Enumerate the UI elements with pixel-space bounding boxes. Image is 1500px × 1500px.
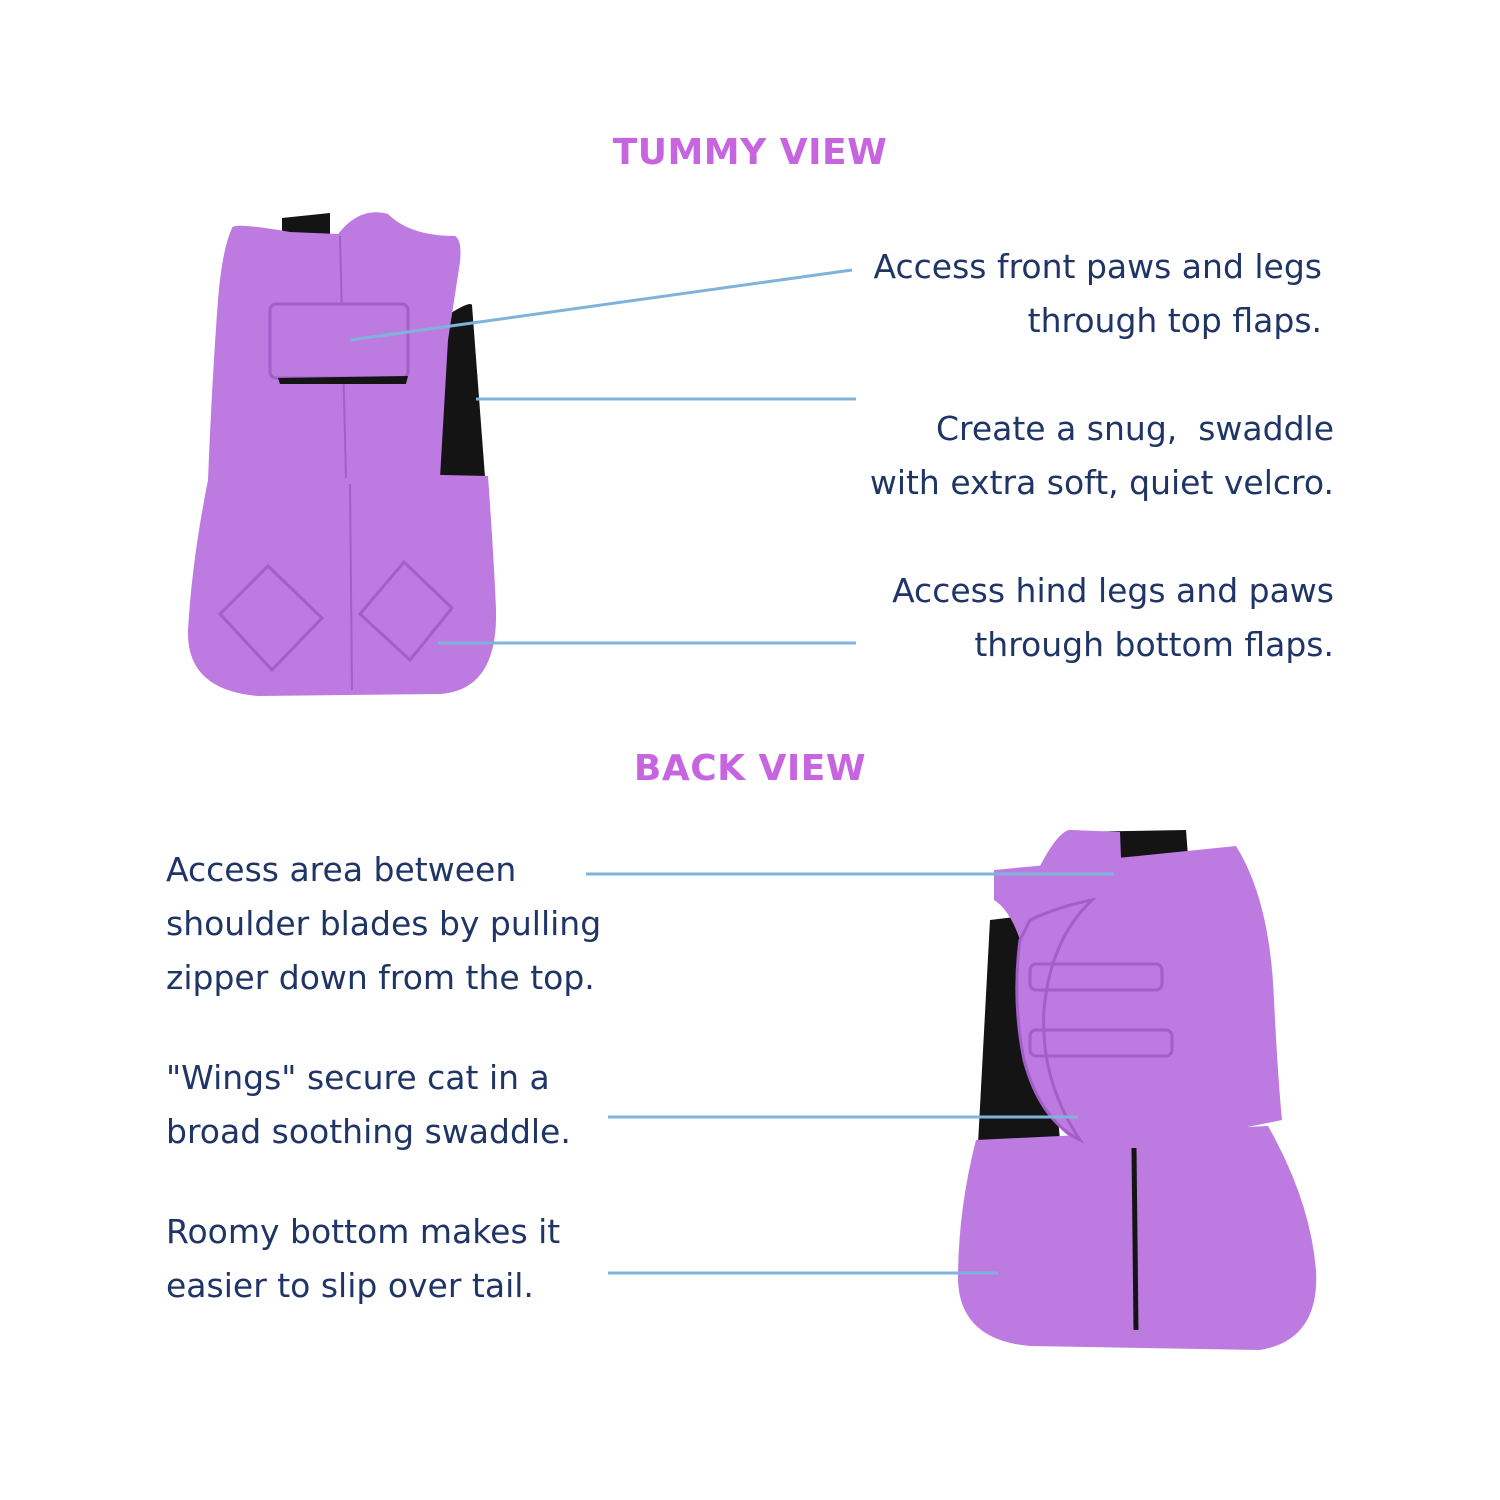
callout-hind-legs <box>892 564 1334 672</box>
callout-wings-line1: "Wings" secure cat in a <box>166 1058 550 1097</box>
callout-shoulder-blades-line2: shoulder blades by pulling <box>166 904 602 943</box>
tummy-lower-body <box>188 470 496 696</box>
callout-front-paws-line1: Access front paws and legs <box>873 247 1322 286</box>
tummy-view-heading: TUMMY VIEW <box>612 132 888 173</box>
callout-shoulder-blades-line3: zipper down from the top. <box>166 958 595 997</box>
back-view-heading: BACK VIEW <box>633 748 867 789</box>
callout-hind-legs-line1: Access hind legs and paws <box>892 571 1334 610</box>
back-zipper-bottom <box>1134 1148 1136 1330</box>
callout-wings <box>166 1051 571 1159</box>
callout-roomy-bottom <box>166 1205 560 1313</box>
callout-wings-line2: broad soothing swaddle. <box>166 1112 571 1151</box>
callout-roomy-bottom-line1: Roomy bottom makes it <box>166 1212 561 1251</box>
callout-velcro-line1: Create a snug, swaddle <box>935 409 1334 448</box>
callout-hind-legs-line2: through bottom flaps. <box>974 625 1334 664</box>
callout-roomy-bottom-line2: easier to slip over tail. <box>166 1266 534 1305</box>
back-view-swaddle <box>958 830 1316 1350</box>
tummy-view-swaddle <box>188 212 496 696</box>
callout-velcro <box>870 402 1334 510</box>
callout-shoulder-blades-line1: Access area between <box>166 850 517 889</box>
tummy-front-flap <box>270 304 408 378</box>
callout-velcro-line2: with extra soft, quiet velcro. <box>869 463 1334 502</box>
callout-front-paws-line2: through top flaps. <box>1027 301 1322 340</box>
callout-shoulder-blades <box>166 843 601 1005</box>
callout-front-paws <box>874 240 1322 348</box>
